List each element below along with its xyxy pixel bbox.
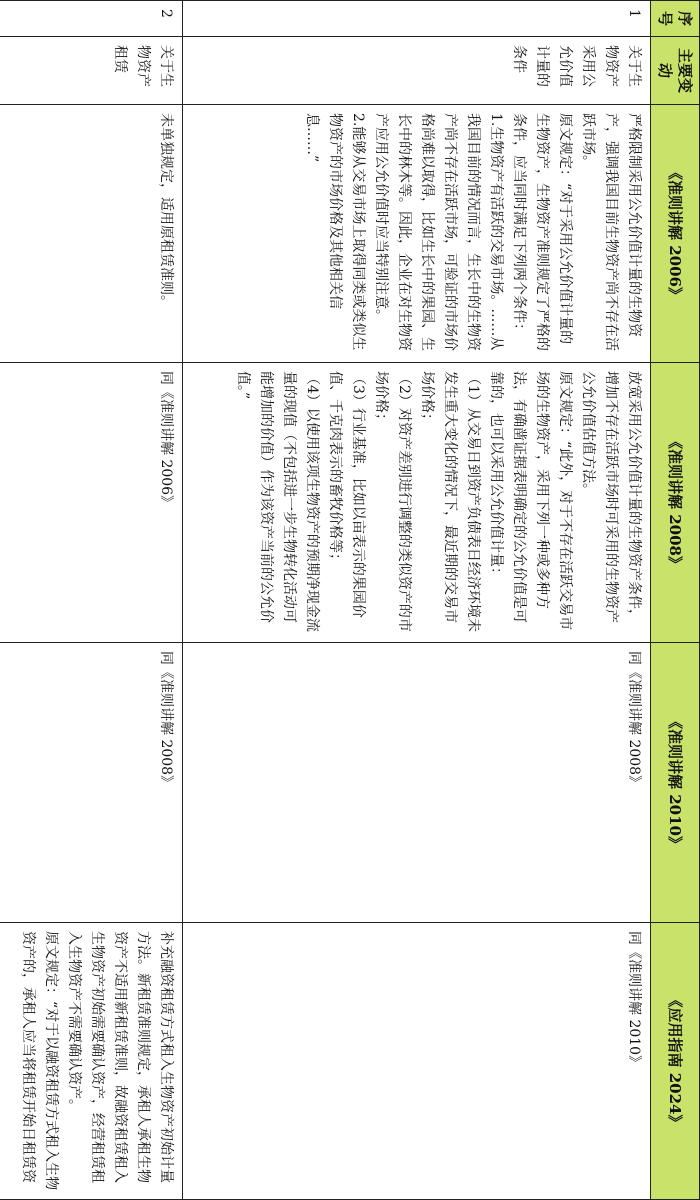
header-main-change: 主要变动 bbox=[651, 37, 700, 105]
cell-paragraph: （4）以使用该项生物资产的预期净现金流量的现值（不包括进一步生物转化活动可能增加的价值）作为该资产当前的公允价值。” bbox=[235, 371, 320, 632]
header-guide-2006: 《准则讲解 2006》 bbox=[651, 105, 700, 363]
cell-paragraph: （2）对资产差别进行调整的类似资产的市场价格； bbox=[373, 371, 412, 632]
cell-2008: 同《准则讲解 2006》 bbox=[0, 363, 183, 643]
cell-2008 bbox=[183, 363, 651, 643]
row-main-change: 关于生物资产租赁 bbox=[0, 37, 183, 105]
header-serial-no: 序号 bbox=[651, 1, 700, 37]
row-main-change: 关于生物资产采用公允价值计量的条件 bbox=[183, 37, 651, 105]
header-row bbox=[651, 1, 700, 1200]
cell-paragraph: 原文规定：“此外，对于不存在活跃交易市场的生物资产，采用下列一种或多种方法，有确凿证据表明确定的公允价值是可靠的，也可以采用公允价值计量： bbox=[488, 371, 573, 631]
header-guide-2008: 《准则讲解 2008》 bbox=[651, 363, 700, 643]
row-serial-no: 2 bbox=[0, 1, 183, 37]
cell-paragraph: 1.生物资产有活跃的交易市场。……从我国目前的情况而言，生长中的生物资产尚不存在活跃市场，可验证的市场价格尚难以取得，比如生长中的果园、生长中的林木等。因此，企业在对生物资产应用公允价值时应当特别注意。 bbox=[373, 113, 504, 351]
cell-paragraph: （3）行业基准，比如以亩表示的果园价值、千克肉表示的畜牧价格等； bbox=[327, 371, 366, 618]
cell-paragraph: 补充融资租赁方式租入生物资产初始计量方法。新租赁准则规定，承租人承租生物资产不适用新租赁准则，故融资租赁租入生物资产初始需要确认资产，经营租赁租入生物资产不需要确认资产。 bbox=[66, 931, 174, 1183]
table-row bbox=[0, 1, 183, 1200]
cell-paragraph: 原文规定：“对于以融资租赁方式租入生物资产的，承租人应当将租赁开始日租赁资 bbox=[20, 931, 59, 1191]
cell-2024: 同《准则讲解 2010》 bbox=[183, 923, 651, 1200]
cell-paragraph: （1）从交易日到资产负债表日经济环境未发生重大变化的情况下，最近期的交易市场价格； bbox=[419, 371, 481, 632]
header-guide-2024: 《应用指南 2024》 bbox=[651, 923, 700, 1200]
cell-paragraph: 放宽采用公允价值计量的生物资产条件，增加不存在活跃市场时可采用的生物资产公允价值估值方法。 bbox=[580, 371, 642, 623]
row-serial-no: 1 bbox=[183, 1, 651, 37]
cell-2006: 未单独规定，适用原租赁准则。 bbox=[0, 105, 183, 363]
header-guide-2010: 《准则讲解 2010》 bbox=[651, 643, 700, 923]
cell-paragraph: 严格限制采用公允价值计量的生物资产，强调我国目前生物资产尚不存在活跃市场。 bbox=[580, 113, 642, 351]
cell-2024 bbox=[0, 923, 183, 1200]
table-row bbox=[183, 1, 651, 1200]
cell-2010: 同《准则讲解 2008》 bbox=[183, 643, 651, 923]
cell-2006 bbox=[183, 105, 651, 363]
cell-2010: 同《准则讲解 2008》 bbox=[0, 643, 183, 923]
cell-paragraph: 2.能够从交易市场上取得同类或类似生物资产的市场价格及其他相关信息……” bbox=[304, 113, 366, 351]
cell-paragraph: 原文规定：“对于采用公允价值计量的生物资产，生物资产准则规定了严格的条件，应当同时满足下列两个条件： bbox=[511, 113, 573, 351]
